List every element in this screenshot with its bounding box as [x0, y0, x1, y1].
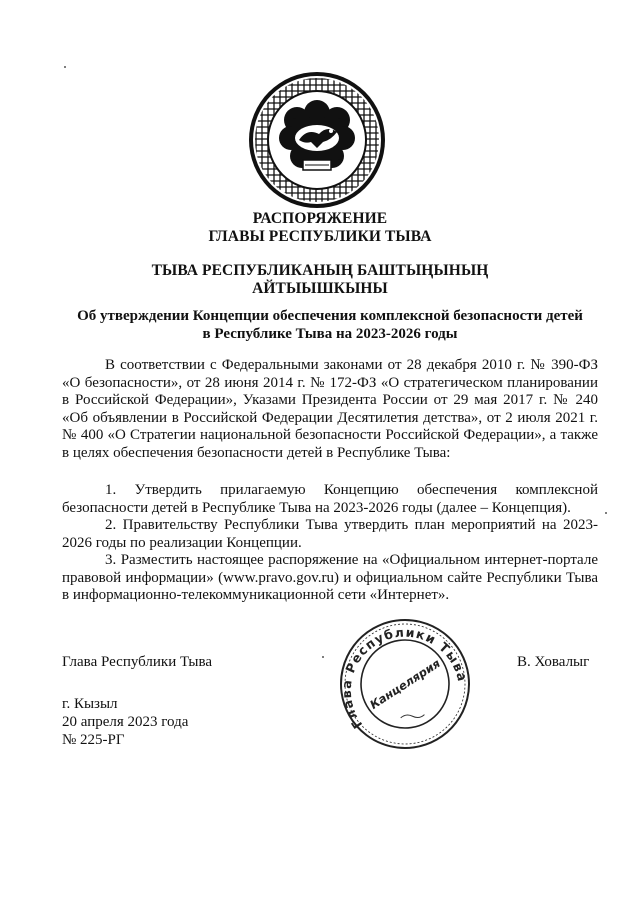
scan-speck: [605, 512, 607, 514]
document-title-tuvan: ТЫВА РЕСПУБЛИКАНЫҢ БАШТЫҢЫНЫҢ: [151, 262, 489, 279]
stamp-center-text: Канцелярия: [367, 656, 443, 712]
document-issuer: ГЛАВЫ РЕСПУБЛИКИ ТЫВА: [208, 228, 432, 245]
preamble-paragraph: В соответствии с Федеральными законами от 28 декабря 2010 г. № 390-ФЗ «О безопасности», от 28 июня 2014 г. № 172-ФЗ «О стратегическом планировании в Российской Федерации», Указами Президента России от 29 мая 2017 г. № 240 «Об объявлении в Российской Федерации Десятилетия детства», от 2 июля 2021 г. № 400 «О Стратегии национальной безопасности Российской Федерации», а также в целях обеспечения безопасности детей в Республике Тыва:: [62, 357, 598, 461]
signatory-position: Глава Республики Тыва: [62, 654, 213, 670]
document-date: 20 апреля 2023 года: [62, 714, 189, 730]
stamp-ring-text: Глава Республики Тыва: [338, 624, 471, 732]
document-number: № 225-РГ: [62, 732, 125, 748]
coat-of-arms-emblem: [247, 70, 387, 210]
document-title-tuvan-line2: АЙТЫЫШКЫНЫ: [252, 280, 388, 297]
order-item-2: 2. Правительству Республики Тыва утвердить план мероприятий на 2023-2026 годы по реализации Концепции.: [62, 517, 598, 551]
scan-speck: [322, 656, 324, 658]
signatory-name: В. Ховалыг: [517, 654, 590, 670]
document-subject: Об утверждении Концепции обеспечения комплексной безопасности детей: [77, 308, 583, 324]
order-item-3: 3. Разместить настоящее распоряжение на «Официальном интернет-портале правовой информации» (www.pravo.gov.ru) и официальном сайте Республики Тыва в информационно-телекоммуникационной сети «Интернет».: [62, 552, 598, 604]
document-title: РАСПОРЯЖЕНИЕ: [252, 210, 388, 227]
order-item-1: 1. Утвердить прилагаемую Концепцию обеспечения комплексной безопасности детей в Республике Тыва на 2023-2026 годы (далее – Концепция).: [62, 482, 598, 516]
chancellery-stamp: [338, 617, 472, 751]
scan-speck: [64, 66, 66, 68]
document-subject-line2: в Республике Тыва на 2023-2026 годы: [202, 326, 458, 342]
document-city: г. Кызыл: [62, 696, 118, 712]
